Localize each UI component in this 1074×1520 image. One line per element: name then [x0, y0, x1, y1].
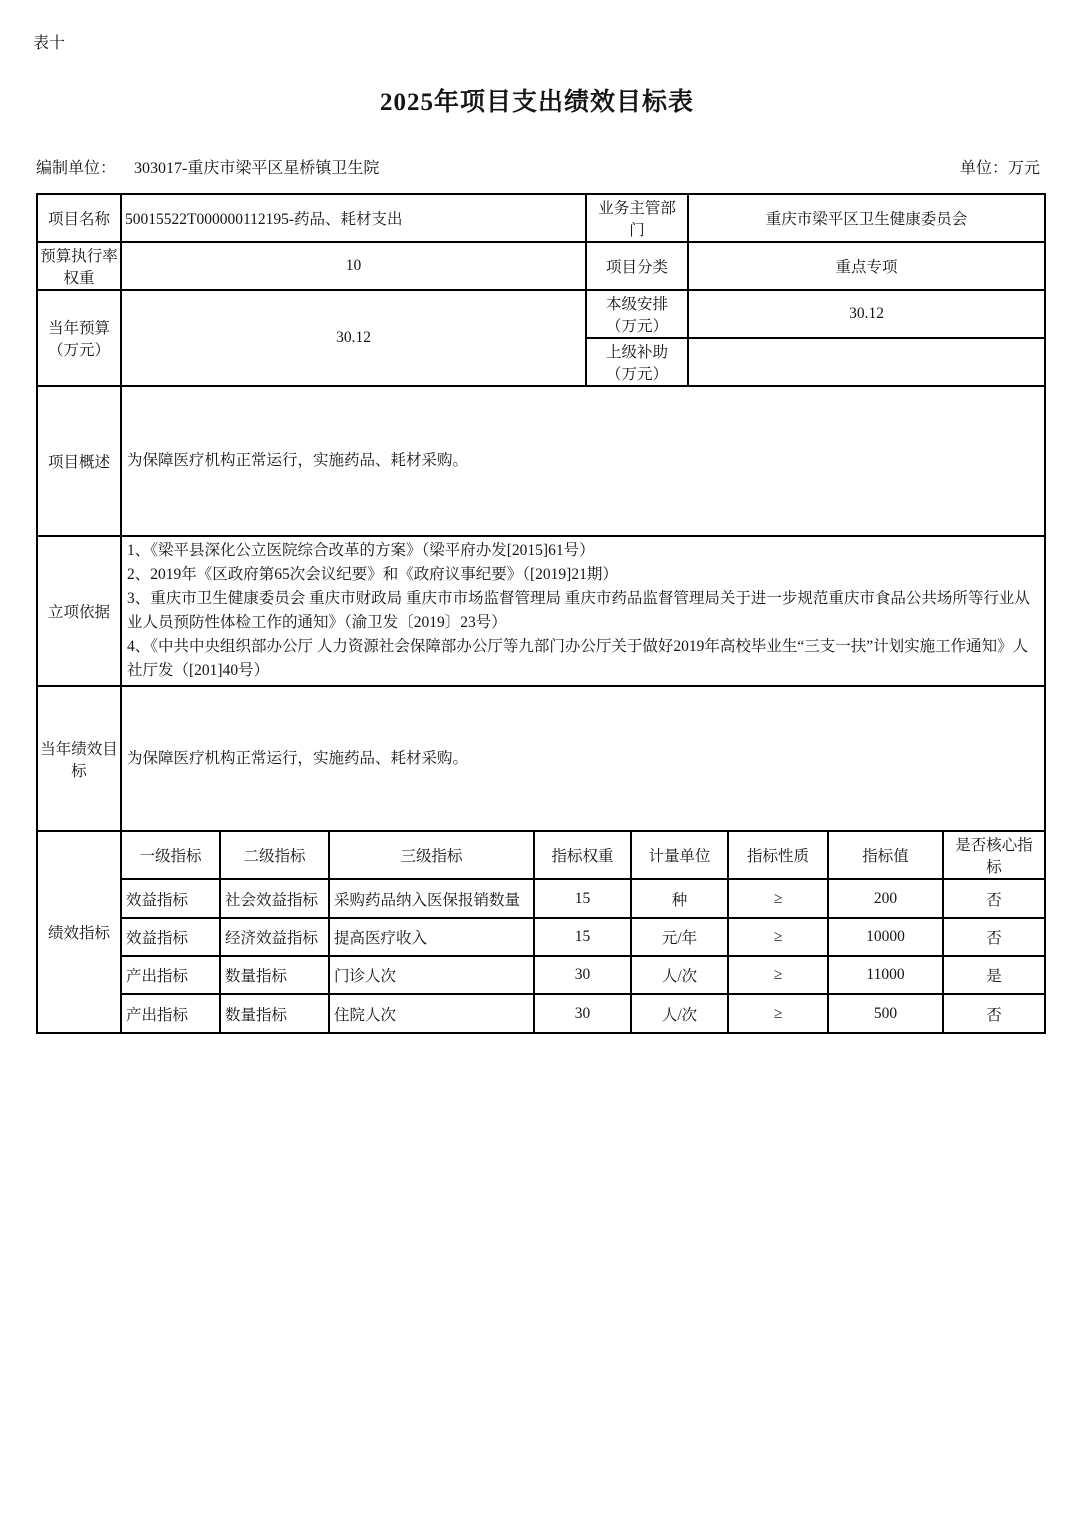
- budget-value: 30.12: [121, 290, 586, 386]
- indicator-level3: 采购药品纳入医保报销数量: [329, 879, 534, 918]
- project-info-table: [36, 193, 1046, 832]
- indicator-level3: 住院人次: [329, 994, 534, 1033]
- overview-value: 为保障医疗机构正常运行，实施药品、耗材采购。: [121, 386, 1045, 536]
- basis-line: 2、2019年《区政府第65次会议纪要》和《政府议事纪要》（[2019]21期）: [127, 566, 618, 583]
- indicator-weight: 30: [534, 994, 631, 1033]
- indicator-weight: 15: [534, 879, 631, 918]
- indicator-level2: 社会效益指标: [220, 879, 329, 918]
- indicator-header-row: [37, 831, 1045, 879]
- indicator-value: 11000: [828, 956, 943, 994]
- project-name-value: 50015522T000000112195-药品、耗材支出: [121, 194, 586, 242]
- indicator-unit: 人/次: [631, 994, 728, 1033]
- prepared-by: [36, 155, 379, 178]
- indicator-core: 是: [943, 956, 1045, 994]
- col-header-core: 是否核心指标: [943, 831, 1045, 879]
- category-label: 项目分类: [586, 242, 688, 290]
- indicator-unit: 元/年: [631, 918, 728, 956]
- indicator-row: [37, 879, 1045, 918]
- indicator-level2: 经济效益指标: [220, 918, 329, 956]
- local-arrangement-value: 30.12: [688, 290, 1045, 338]
- local-arrangement-label: 本级安排（万元）: [586, 290, 688, 338]
- basis-line: 3、重庆市卫生健康委员会 重庆市财政局 重庆市市场监督管理局 重庆市药品监督管理局关于进一步规范重庆市食品公共场所等行业从业人员预防性体检工作的通知》（渝卫发〔2019〕23号）: [127, 590, 1030, 631]
- indicator-nature: ≥: [728, 879, 828, 918]
- category-value: 重点专项: [688, 242, 1045, 290]
- superior-subsidy-label: 上级补助（万元）: [586, 338, 688, 386]
- indicator-core: 否: [943, 879, 1045, 918]
- tables-container: [36, 193, 1046, 1034]
- indicator-value: 500: [828, 994, 943, 1033]
- indicator-unit: 种: [631, 879, 728, 918]
- indicator-core: 否: [943, 918, 1045, 956]
- indicator-level2: 数量指标: [220, 956, 329, 994]
- budget-label: 当年预算（万元）: [37, 290, 121, 386]
- indicator-row: [37, 918, 1045, 956]
- indicator-level1: 效益指标: [121, 879, 220, 918]
- table-row: [37, 536, 1045, 686]
- indicator-level1: 产出指标: [121, 956, 220, 994]
- table-row: [37, 290, 1045, 338]
- performance-indicators-table: [36, 830, 1046, 1034]
- indicator-nature: ≥: [728, 994, 828, 1033]
- indicator-core: 否: [943, 994, 1045, 1033]
- page-title: 2025年项目支出绩效目标表: [379, 89, 694, 116]
- overview-label: 项目概述: [37, 386, 121, 536]
- indicator-row: [37, 994, 1045, 1033]
- sheet-label: 表十: [33, 35, 66, 52]
- basis-label: 立项依据: [37, 536, 121, 686]
- col-header-value: 指标值: [828, 831, 943, 879]
- indicator-level1: 效益指标: [121, 918, 220, 956]
- annual-target-label: 当年绩效目标: [37, 686, 121, 831]
- basis-line: 1、《梁平县深化公立医院综合改革的方案》（梁平府办发[2015]61号）: [127, 542, 595, 559]
- table-row: [37, 386, 1045, 536]
- col-header-level3: 三级指标: [329, 831, 534, 879]
- col-header-unit: 计量单位: [631, 831, 728, 879]
- col-header-weight: 指标权重: [534, 831, 631, 879]
- basis-value: [121, 536, 1045, 686]
- indicators-section-label: 绩效指标: [37, 831, 121, 1033]
- exec-rate-value: 10: [121, 242, 586, 290]
- indicator-weight: 15: [534, 918, 631, 956]
- indicator-level1: 产出指标: [121, 994, 220, 1033]
- indicator-value: 200: [828, 879, 943, 918]
- dept-value: 重庆市梁平区卫生健康委员会: [688, 194, 1045, 242]
- indicator-weight: 30: [534, 956, 631, 994]
- indicator-nature: ≥: [728, 956, 828, 994]
- table-row: [37, 194, 1045, 242]
- unit-note: 单位：万元: [959, 160, 1040, 177]
- indicator-level3: 提高医疗收入: [329, 918, 534, 956]
- annual-target-value: 为保障医疗机构正常运行，实施药品、耗材采购。: [121, 686, 1045, 831]
- table-row: [37, 686, 1045, 831]
- indicator-level3: 门诊人次: [329, 956, 534, 994]
- prepared-by-value: 303017-重庆市梁平区星桥镇卫生院: [134, 160, 380, 177]
- indicator-row: [37, 956, 1045, 994]
- indicator-nature: ≥: [728, 918, 828, 956]
- indicator-level2: 数量指标: [220, 994, 329, 1033]
- indicator-value: 10000: [828, 918, 943, 956]
- exec-rate-label: 预算执行率权重: [37, 242, 121, 290]
- col-header-nature: 指标性质: [728, 831, 828, 879]
- table-row: [37, 242, 1045, 290]
- col-header-level2: 二级指标: [220, 831, 329, 879]
- col-header-level1: 一级指标: [121, 831, 220, 879]
- meta-row: [36, 155, 1040, 178]
- indicator-unit: 人/次: [631, 956, 728, 994]
- superior-subsidy-value: [688, 338, 1045, 386]
- project-name-label: 项目名称: [37, 194, 121, 242]
- prepared-by-label: 编制单位：: [36, 160, 117, 177]
- basis-line: 4、《中共中央组织部办公厅 人力资源社会保障部办公厅等九部门办公厅关于做好2019年高校毕业生“三支一扶”计划实施工作通知》人社厅发（[201]40号）: [127, 638, 1029, 679]
- dept-label: 业务主管部门: [586, 194, 688, 242]
